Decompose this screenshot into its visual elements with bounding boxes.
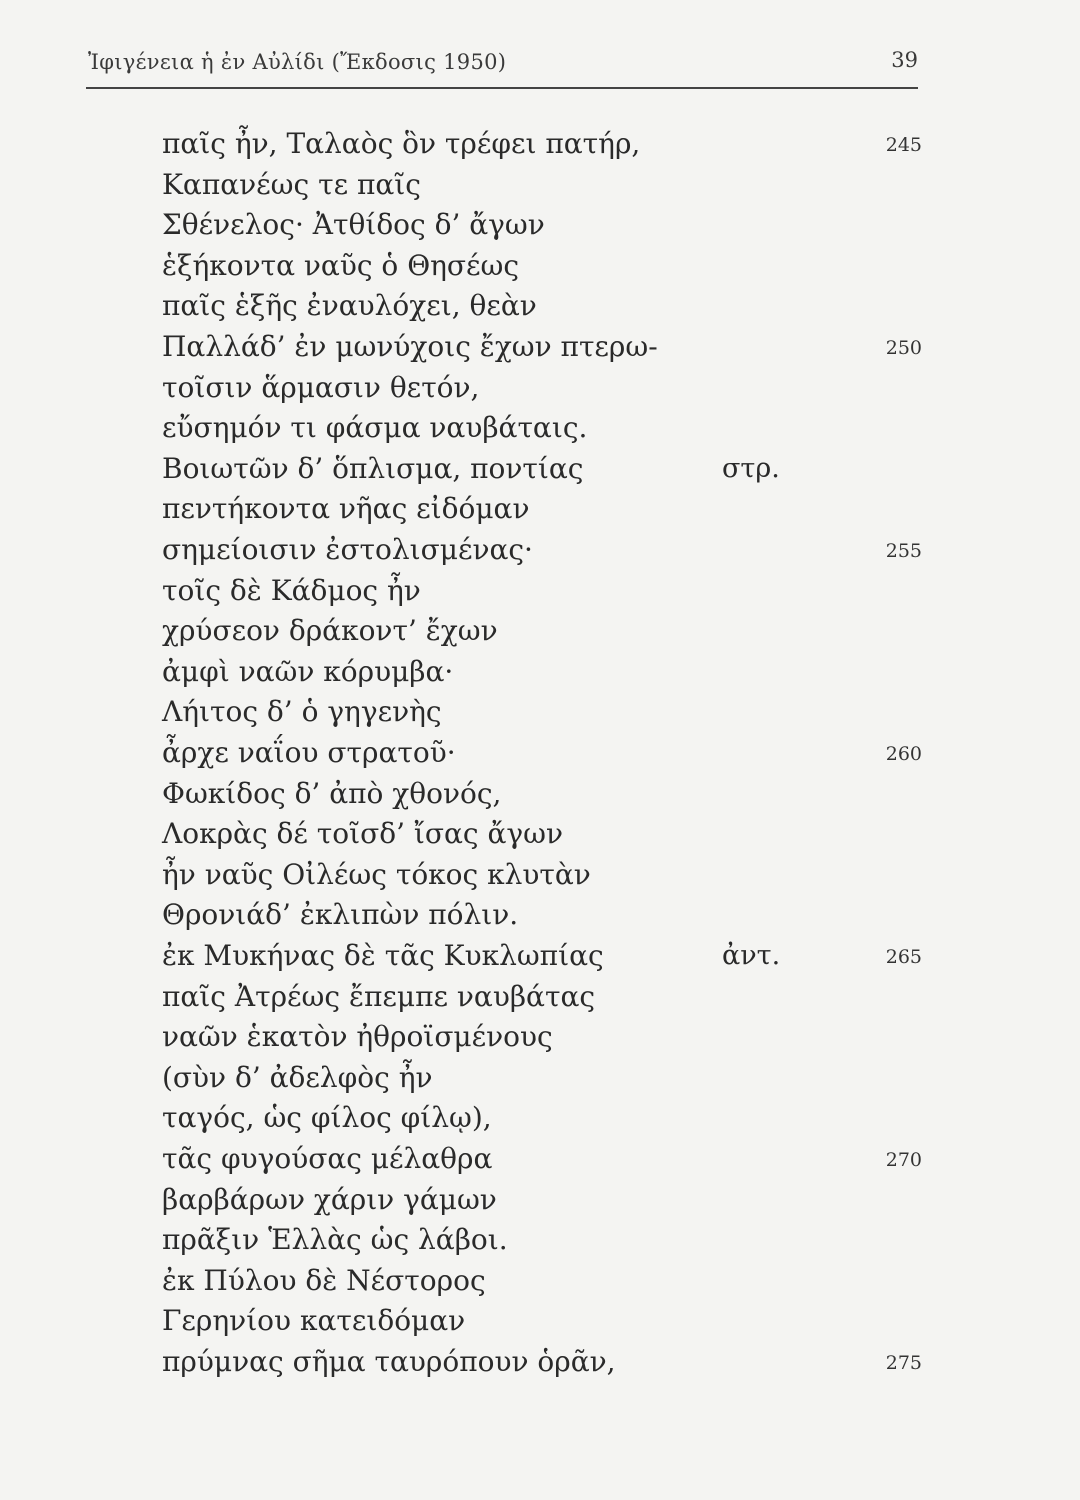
verse-text: τοῖσιν ἅρμασιν θετόν, bbox=[162, 370, 480, 404]
verse-line bbox=[162, 1182, 922, 1222]
verse-text: ἐκ Πύλου δὲ Νέστορος bbox=[162, 1263, 486, 1297]
verse-line bbox=[162, 167, 922, 207]
verse-text: (σὺν δ’ ἀδελφὸς ἦν bbox=[162, 1060, 433, 1094]
verse-line bbox=[162, 451, 922, 491]
verse-line bbox=[162, 1060, 922, 1100]
verse-text: βαρβάρων χάριν γάμων bbox=[162, 1182, 497, 1216]
verse-text: τοῖς δὲ Κάδμος ἦν bbox=[162, 573, 421, 607]
verse-line bbox=[162, 288, 922, 328]
verse-text: ἀμφὶ ναῶν κόρυμβα· bbox=[162, 654, 454, 688]
verse-line bbox=[162, 857, 922, 897]
verse-text: Σθένελος· Ἀτθίδος δ’ ἄγων bbox=[162, 208, 545, 242]
line-number: 255 bbox=[885, 540, 922, 562]
verse-text: Γερηνίου κατειδόμαν bbox=[162, 1304, 466, 1338]
verse-line bbox=[162, 1263, 922, 1303]
verse-line bbox=[162, 979, 922, 1019]
verse-text: τᾶς φυγούσας μέλαθρα bbox=[162, 1142, 493, 1175]
verse-line bbox=[162, 207, 922, 247]
verse-text: ἦν ναῦς Οἰλέως τόκος κλυτὰν bbox=[162, 857, 591, 891]
verse-line bbox=[162, 329, 922, 369]
verse-line bbox=[162, 532, 922, 572]
verse-text: πρᾶξιν Ἑλλὰς ὡς λάβοι. bbox=[162, 1223, 508, 1257]
verse-line bbox=[162, 694, 922, 734]
verse-text: Λοκρὰς δέ τοῖσδ’ ἴσας ἄγων bbox=[162, 817, 563, 851]
verse-line bbox=[162, 1019, 922, 1059]
verse-text: Θρονιάδ’ ἐκλιπὼν πόλιν. bbox=[162, 898, 519, 932]
strophe-label: στρ. bbox=[722, 452, 780, 484]
verse-text: ἆρχε ναΐου στρατοῦ· bbox=[162, 736, 456, 769]
verse-line bbox=[162, 897, 922, 937]
verse-line bbox=[162, 735, 922, 775]
verse-text: Βοιωτῶν δ’ ὅπλισμα, ποντίας bbox=[162, 451, 584, 485]
verse-text: ταγός, ὡς φίλος φίλῳ), bbox=[162, 1101, 492, 1135]
verse-line bbox=[162, 126, 922, 166]
verse-line bbox=[162, 1303, 922, 1343]
verse-line bbox=[162, 938, 922, 978]
line-number: 245 bbox=[885, 134, 922, 156]
verse-line bbox=[162, 491, 922, 531]
line-number: 265 bbox=[885, 946, 922, 968]
page-number: 39 bbox=[891, 48, 918, 72]
verse-line bbox=[162, 1141, 922, 1181]
verse-line bbox=[162, 410, 922, 450]
line-number: 270 bbox=[885, 1149, 922, 1171]
running-title: Ἰφιγένεια ἡ ἐν Αὐλίδι (Ἔκδοσις 1950) bbox=[88, 50, 507, 74]
verse-text: ναῶν ἑκατὸν ἠθροϊσμένους bbox=[162, 1020, 553, 1054]
verse-text: Καπανέως τε παῖς bbox=[162, 167, 421, 201]
line-number: 260 bbox=[885, 743, 922, 765]
line-number: 275 bbox=[885, 1352, 922, 1374]
strophe-label: ἀντ. bbox=[722, 940, 781, 971]
verse-text: πεντήκοντα νῆας εἰδόμαν bbox=[162, 492, 530, 526]
verse-text: παῖς Ἀτρέως ἔπεμπε ναυβάτας bbox=[162, 979, 596, 1013]
verse-text: παῖς ἑξῆς ἐναυλόχει, θεὰν bbox=[162, 289, 537, 323]
verse-text: πρύμνας σῆμα ταυρόπουν ὁρᾶν, bbox=[162, 1345, 616, 1378]
verse-line bbox=[162, 573, 922, 613]
verse-line bbox=[162, 1100, 922, 1140]
verse-line bbox=[162, 1222, 922, 1262]
verse-text: χρύσεον δράκοντ’ ἔχων bbox=[162, 614, 498, 648]
verse-text: ἑξήκοντα ναῦς ὁ Θησέως bbox=[162, 248, 520, 282]
verse-text: Παλλάδ’ ἐν μωνύχοις ἔχων πτερω- bbox=[162, 330, 658, 363]
verse-line bbox=[162, 816, 922, 856]
verse-line bbox=[162, 654, 922, 694]
line-number: 250 bbox=[885, 337, 922, 359]
verse-text: σημείοισιν ἐστολισμένας· bbox=[162, 533, 533, 566]
verse-text: Λήιτος δ’ ὁ γηγενὴς bbox=[162, 695, 442, 729]
verse-text: ἐκ Μυκήνας δὲ τᾶς Κυκλωπίας bbox=[162, 939, 604, 972]
verse-text: Φωκίδος δ’ ἀπὸ χθονός, bbox=[162, 776, 502, 810]
verse-line bbox=[162, 248, 922, 288]
verse-line bbox=[162, 776, 922, 816]
verse-text: παῖς ἦν, Ταλαὸς ὃν τρέφει πατήρ, bbox=[162, 127, 641, 160]
verse-text: εὔσημόν τι φάσμα ναυβάταις. bbox=[162, 411, 588, 445]
verse-line bbox=[162, 613, 922, 653]
verse-line bbox=[162, 1344, 922, 1384]
verse-line bbox=[162, 370, 922, 410]
